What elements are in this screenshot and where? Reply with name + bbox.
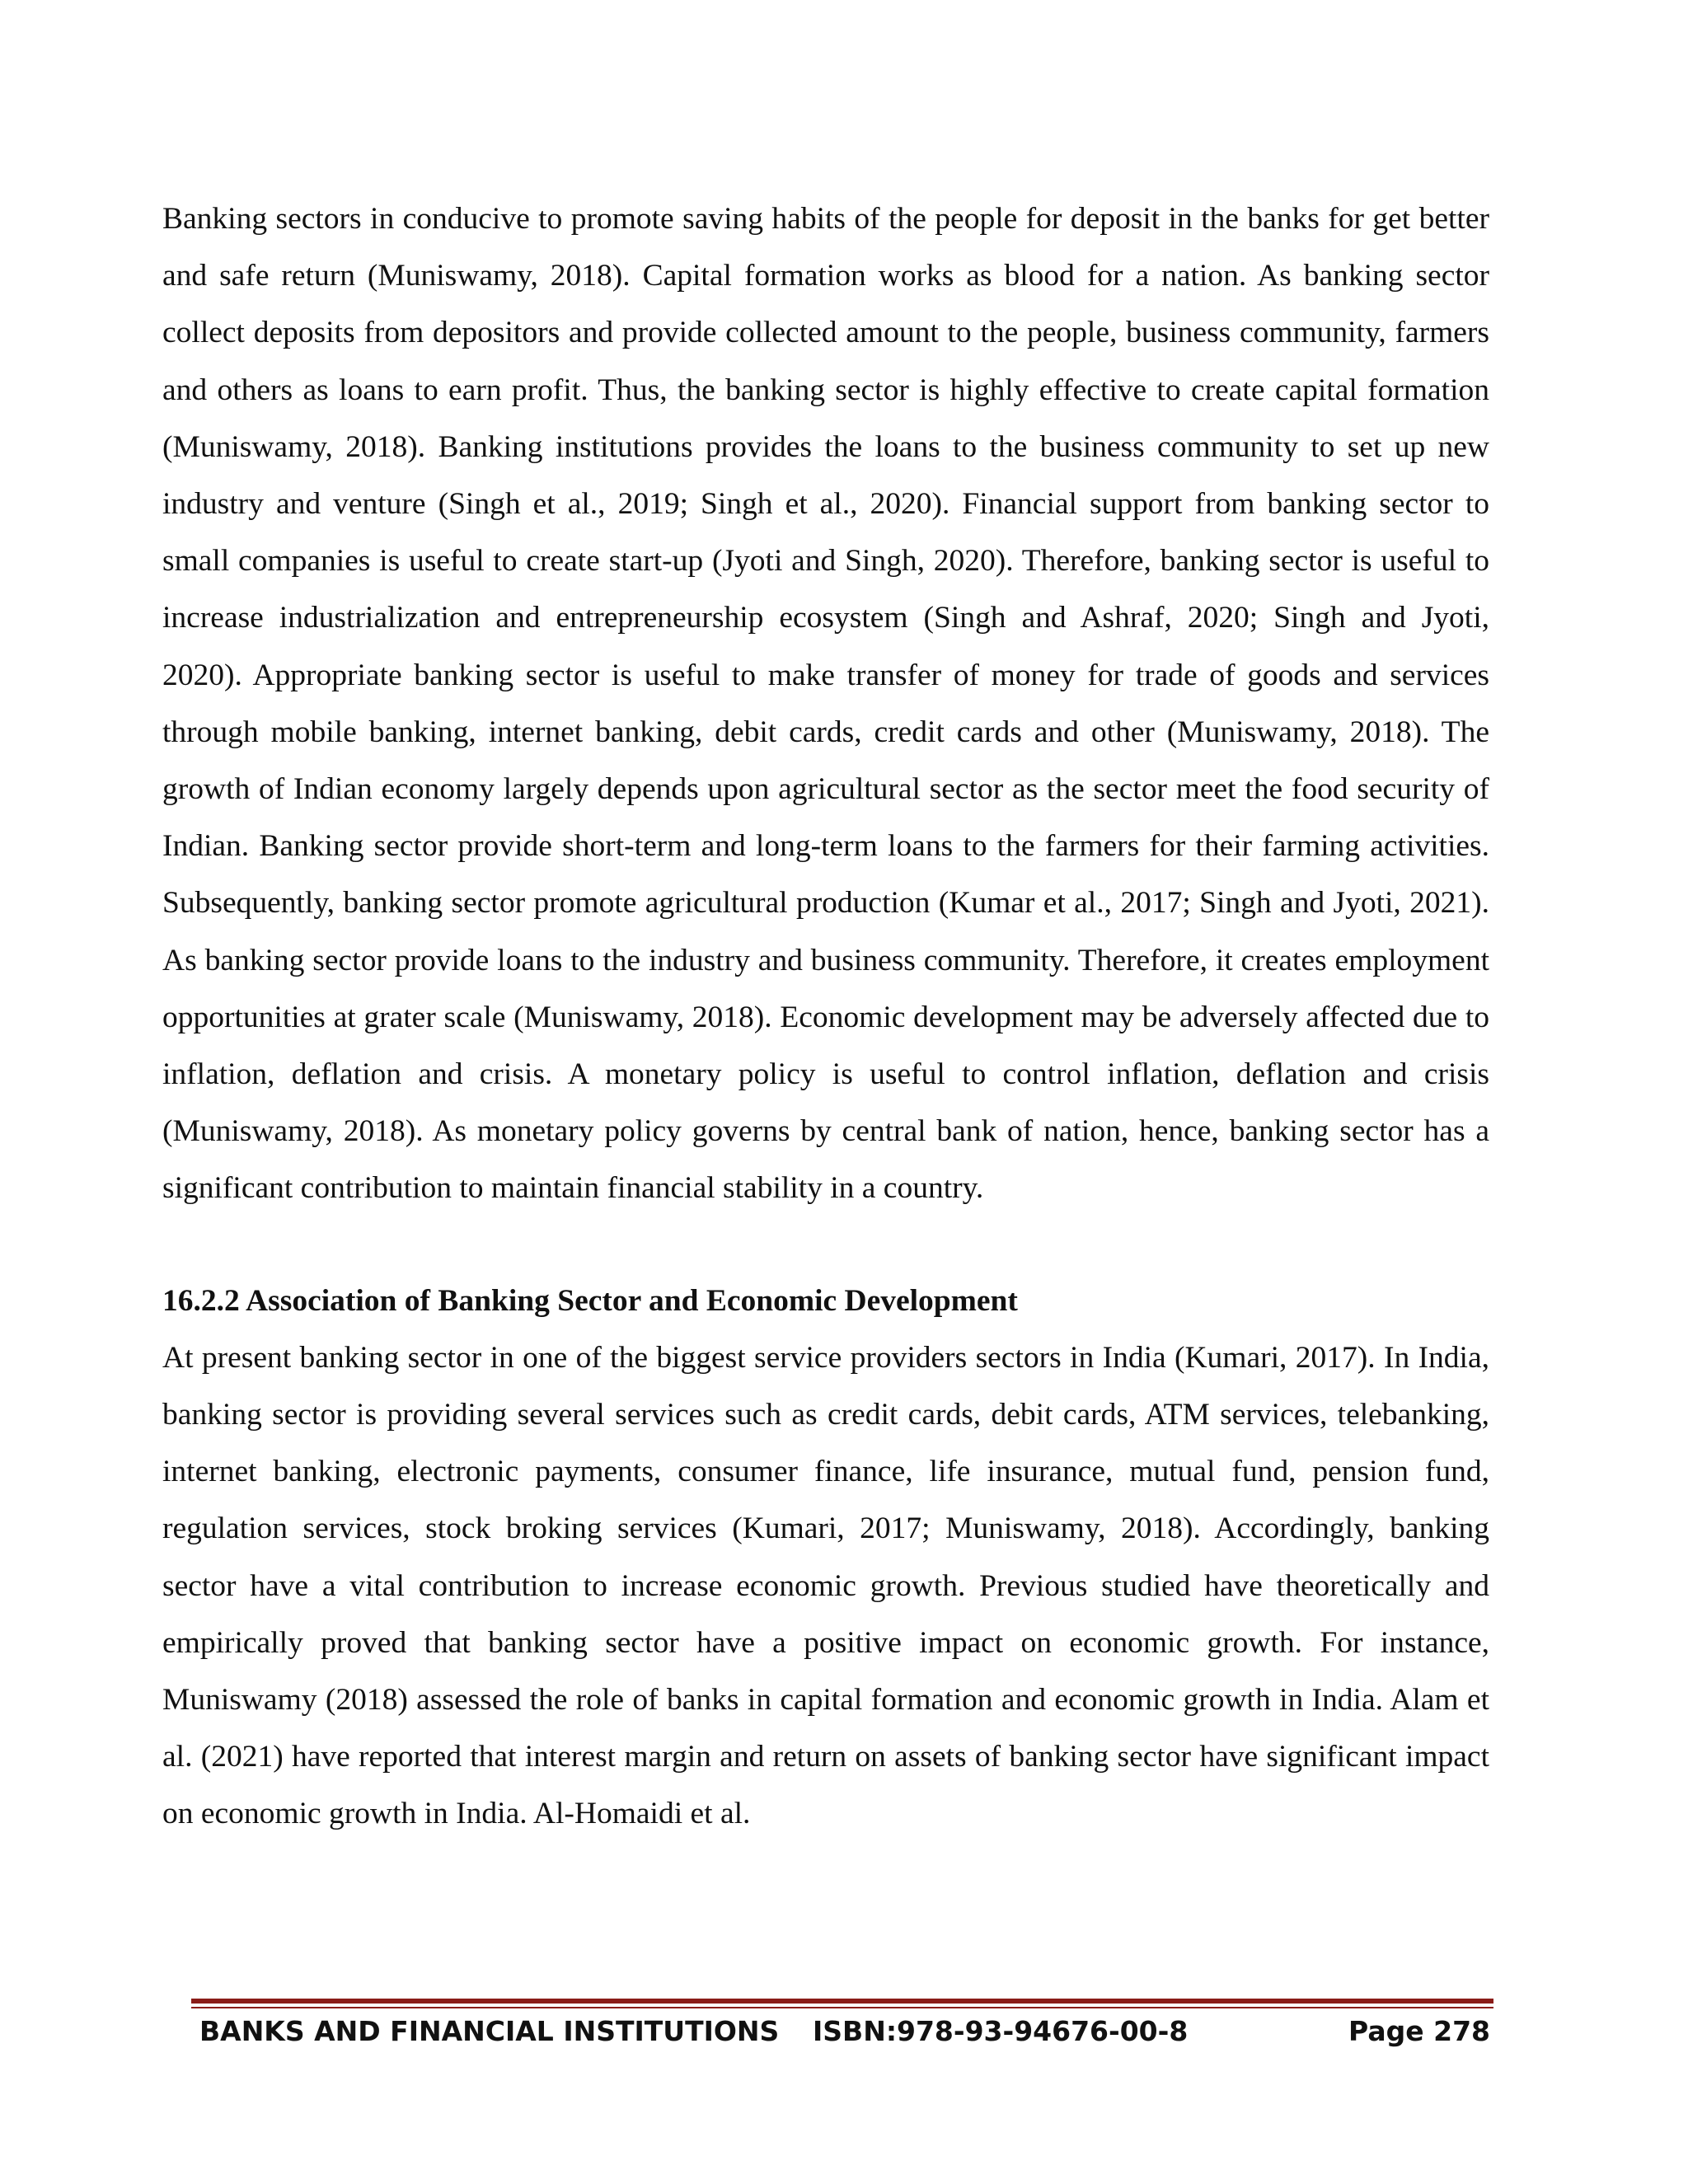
main-content	[162, 190, 1489, 1843]
section-heading: 16.2.2 Association of Banking Sector and Economic Development	[162, 1283, 1018, 1318]
footer-rule-thin	[191, 2007, 1493, 2008]
footer-rule-thick	[191, 1999, 1493, 2004]
body-paragraph-2: At present banking sector in one of the biggest service providers sectors in India (Kumari, 2017). In India, banking sector is providing several services such as credit cards, debit cards, ATM services, telebanking, internet banking, electronic payments, consumer finance, life insurance, mutual fund, pension fund, regulation services, stock broking services (Kumari, 2017; Muniswamy, 2018). Accordingly, banking sector have a vital contribution to increase economic growth. Previous studied have theoretically and empirically proved that banking sector have a positive impact on economic growth. For instance, Muniswamy (2018) assessed the role of banks in capital formation and economic growth in India. Alam et al. (2021) have reported that interest margin and return on assets of banking sector have significant impact on economic growth in India. Al-Homaidi et al.	[162, 1340, 1489, 1831]
footer-isbn: ISBN:978-93-94676-00-8	[813, 2015, 1189, 2047]
footer-page-number: Page 278	[1348, 2015, 1490, 2047]
footer-book-title: BANKS AND FINANCIAL INSTITUTIONS	[199, 2015, 780, 2047]
page-footer	[199, 2011, 1490, 2052]
body-paragraph-1: Banking sectors in conducive to promote saving habits of the people for deposit in the banks for get better and safe return (Muniswamy, 2018). Capital formation works as blood for a nation. As banking sector collect deposits from depositors and provide collected amount to the people, business community, farmers and others as loans to earn profit. Thus, the banking sector is highly effective to create capital formation (Muniswamy, 2018). Banking institutions provides the loans to the business community to set up new industry and venture (Singh et al., 2019; Singh et al., 2020). Financial support from banking sector to small companies is useful to create start-up (Jyoti and Singh, 2020). Therefore, banking sector is useful to increase industrialization and entrepreneurship ecosystem (Singh and Ashraf, 2020; Singh and Jyoti, 2020). Appropriate banking sector is useful to make transfer of money for trade of goods and services through mobile banking, internet banking, debit cards, credit cards and other (Muniswamy, 2018). The growth of Indian economy largely depends upon agricultural sector as the sector meet the food security of Indian. Banking sector provide short-term and long-term loans to the farmers for their farming activities. Subsequently, banking sector promote agricultural production (Kumar et al., 2017; Singh and Jyoti, 2021). As banking sector provide loans to the industry and business community. Therefore, it creates employment opportunities at grater scale (Muniswamy, 2018). Economic development may be adversely affected due to inflation, deflation and crisis. A monetary policy is useful to control inflation, deflation and crisis (Muniswamy, 2018). As monetary policy governs by central bank of nation, hence, banking sector has a significant contribution to maintain financial stability in a country.	[162, 202, 1489, 1206]
